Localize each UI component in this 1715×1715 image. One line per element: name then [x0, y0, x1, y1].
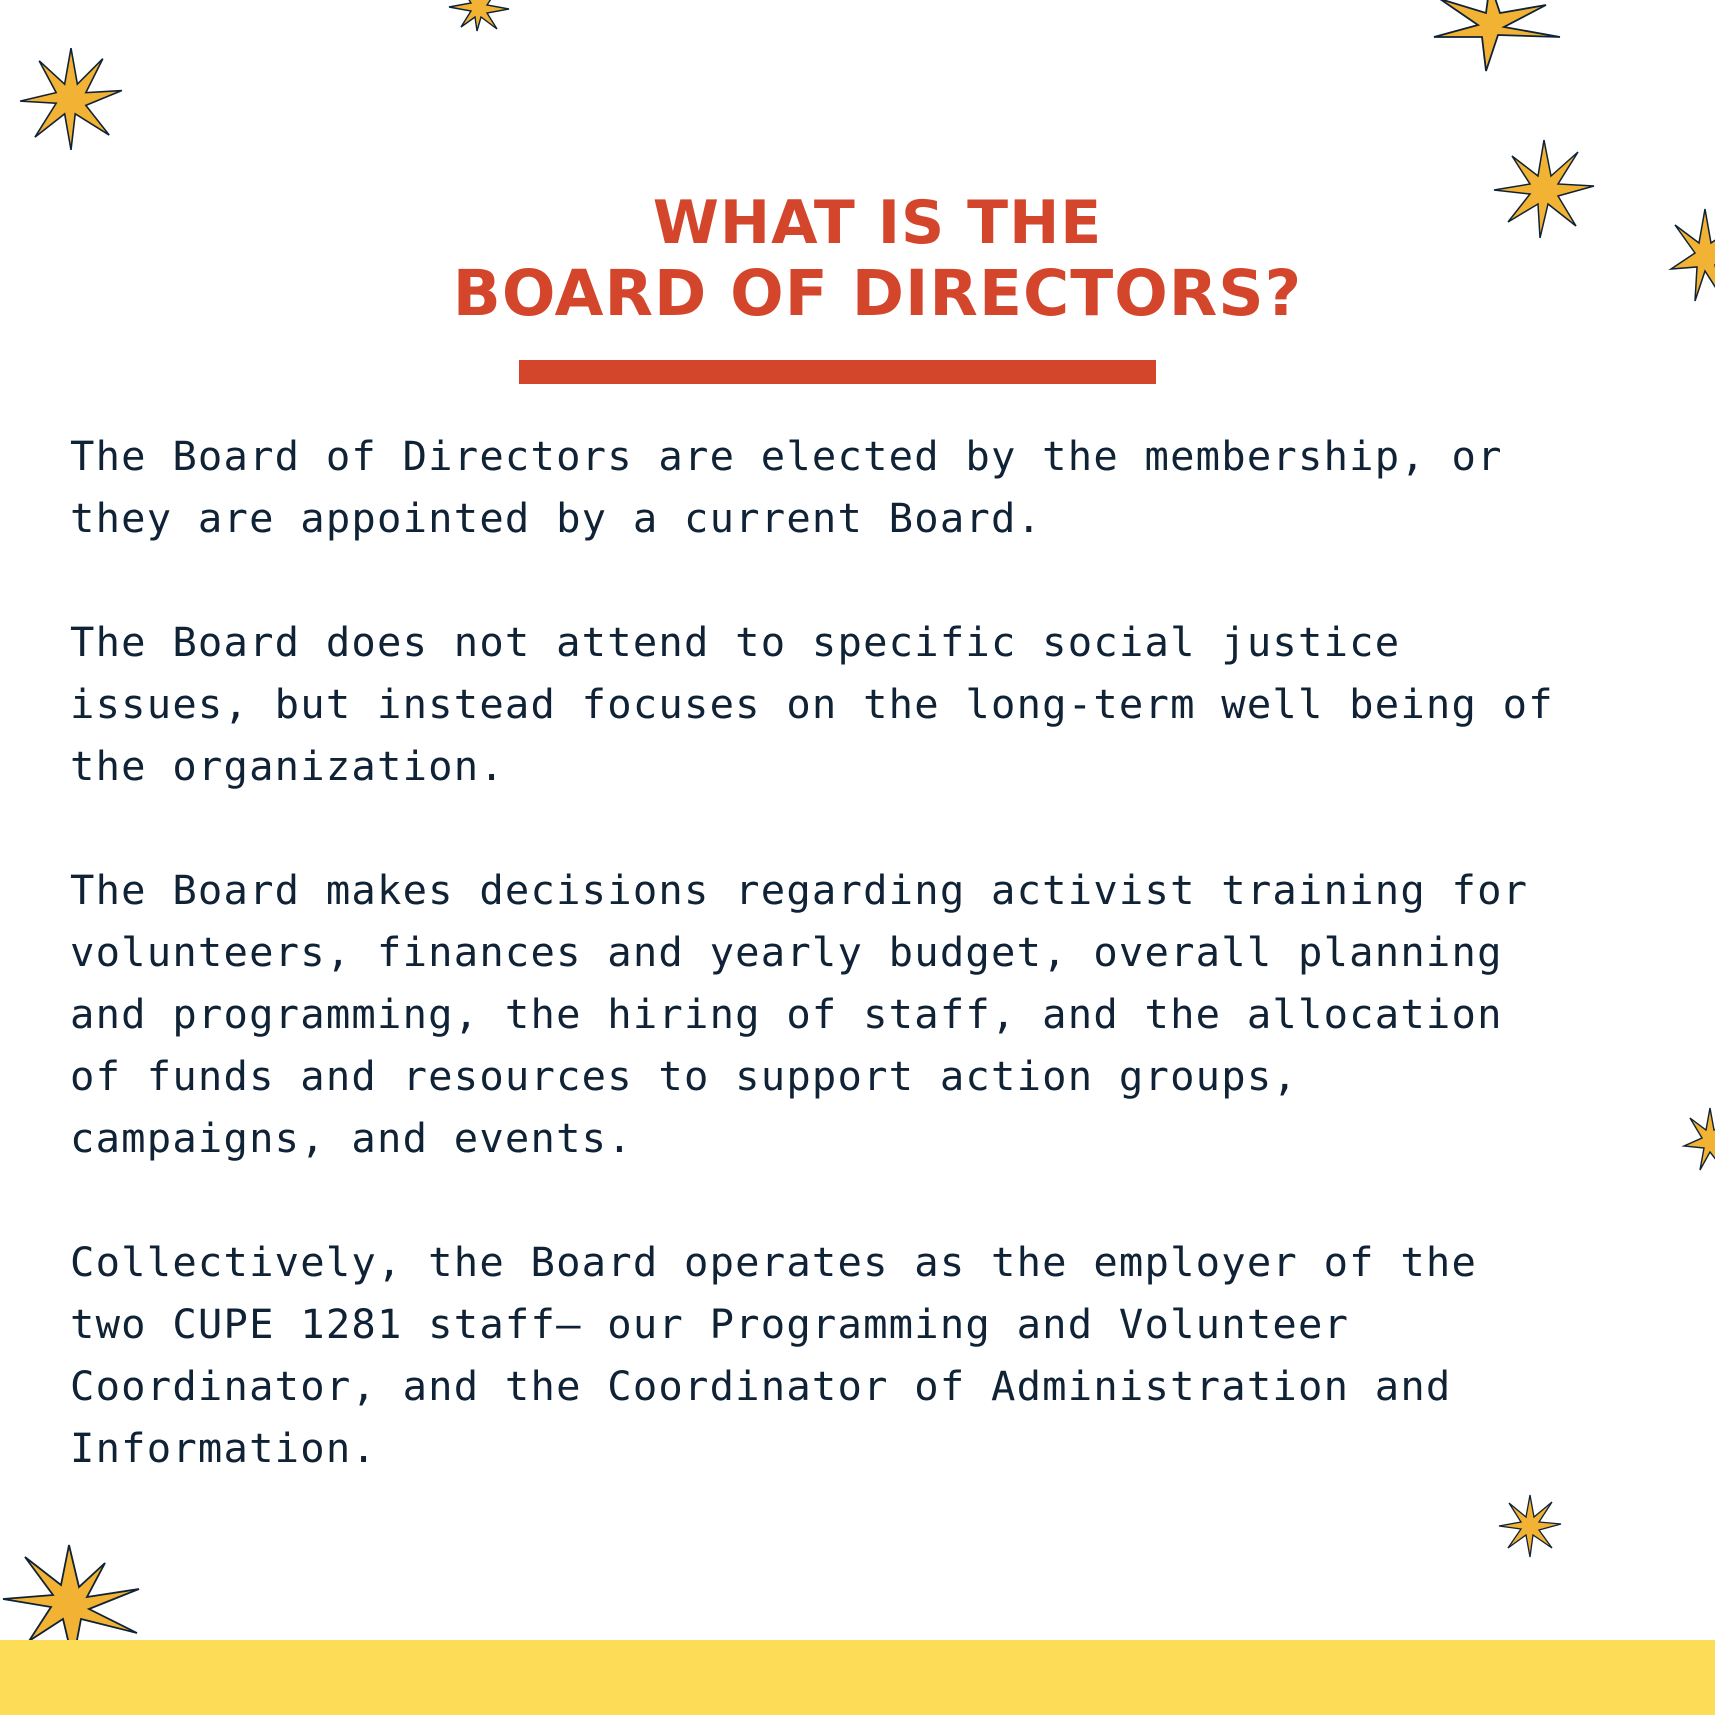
- page-title-line-1: WHAT IS THE: [652, 188, 1103, 258]
- paragraph-decisions: The Board makes decisions regarding activist training for volunteers, finances and yearly budget, overall planning and programming, the hiring of staff, and the allocation of funds and resources to support action groups, campaigns, and events.: [70, 866, 1529, 1162]
- paragraph-election: The Board of Directors are elected by the membership, or they are appointed by a current Board.: [70, 432, 1503, 542]
- page-title-line-2: BOARD OF DIRECTORS?: [452, 257, 1303, 330]
- bottom-color-band: [0, 1640, 1715, 1715]
- sparkle-star-icon: [18, 46, 124, 152]
- sparkle-star-icon: [1415, 0, 1565, 74]
- paragraph-employer: Collectively, the Board operates as the employer of the two CUPE 1281 staff— our Programming and Volunteer Coordinator, and the Coordinator of Administration and Information.: [70, 1238, 1478, 1472]
- paragraph-focus: The Board does not attend to specific social justice issues, but instead focuses on the long-term well being of the organization.: [70, 618, 1554, 790]
- body-content: [70, 425, 1690, 1541]
- sparkle-star-icon: [446, 0, 512, 32]
- title-underline-divider: [519, 360, 1156, 384]
